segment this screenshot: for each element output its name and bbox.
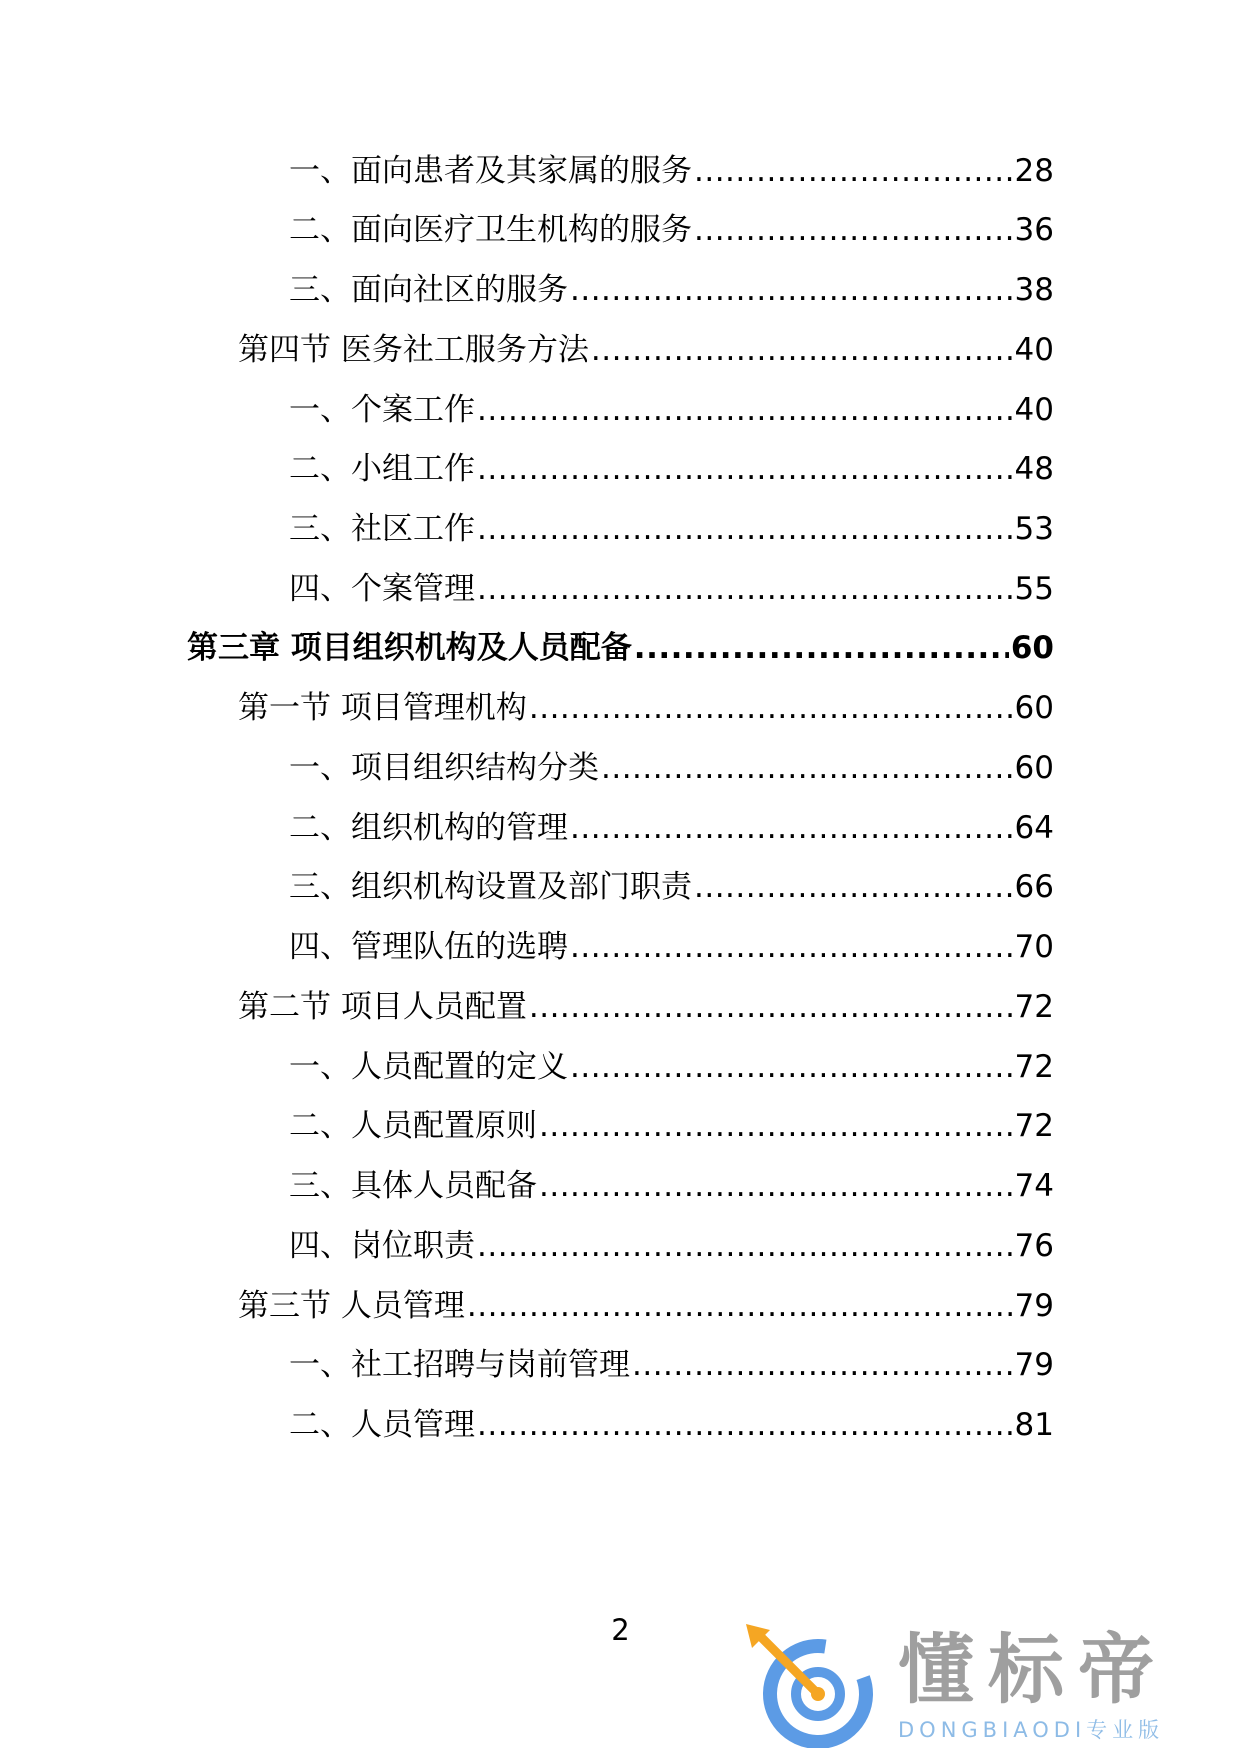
toc-entry[interactable]	[289, 1166, 1054, 1206]
toc-entry-title: 第三节 人员管理	[238, 1288, 465, 1324]
toc-entry-page: 64	[1014, 810, 1054, 846]
toc-entry[interactable]	[289, 151, 1054, 191]
toc-leader-dots	[529, 987, 1013, 1027]
toc-leader-dots	[570, 1047, 1013, 1087]
target-arrow-icon	[740, 1624, 880, 1748]
toc-entry-page: 72	[1014, 989, 1054, 1025]
toc-entry-title: 一、人员配置的定义	[289, 1049, 568, 1085]
toc-entry-page: 60	[1014, 750, 1054, 786]
toc-entry-page: 79	[1014, 1347, 1054, 1383]
toc-entry-page: 36	[1014, 212, 1054, 248]
toc-entry-page: 72	[1014, 1049, 1054, 1085]
toc-leader-dots	[634, 628, 1009, 668]
toc-entry[interactable]	[289, 808, 1054, 848]
toc-leader-dots	[694, 867, 1013, 907]
toc-leader-dots	[539, 1166, 1013, 1206]
toc-leader-dots	[477, 449, 1013, 489]
toc-entry-title: 四、管理队伍的选聘	[289, 929, 568, 965]
toc-entry-page: 40	[1014, 332, 1054, 368]
toc-entry-title: 三、社区工作	[289, 511, 475, 547]
toc-entry[interactable]	[289, 927, 1054, 967]
toc-entry-title: 第三章 项目组织机构及人员配备	[187, 630, 632, 666]
watermark-brand: 懂标帝	[898, 1625, 1168, 1714]
toc-entry-title: 二、人员管理	[289, 1407, 475, 1443]
toc-leader-dots	[694, 151, 1013, 191]
toc-entry-title: 一、社工招聘与岗前管理	[289, 1347, 630, 1383]
toc-entry[interactable]	[289, 509, 1054, 549]
toc-leader-dots	[477, 1226, 1013, 1266]
toc-entry[interactable]	[289, 210, 1054, 250]
toc-entry-page: 60	[1014, 690, 1054, 726]
toc-entry-page: 66	[1014, 869, 1054, 905]
toc-leader-dots	[477, 509, 1013, 549]
toc-entry[interactable]	[289, 390, 1054, 430]
toc-leader-dots	[477, 1405, 1013, 1445]
toc-entry[interactable]	[289, 867, 1054, 907]
toc-entry-title: 二、人员配置原则	[289, 1108, 537, 1144]
toc-leader-dots	[694, 210, 1013, 250]
toc-entry[interactable]	[289, 1106, 1054, 1146]
toc-leader-dots	[570, 927, 1013, 967]
toc-leader-dots	[601, 748, 1013, 788]
page-number: 2	[611, 1613, 630, 1647]
toc-entry-title: 二、小组工作	[289, 451, 475, 487]
watermark	[740, 1624, 1220, 1748]
toc-leader-dots	[467, 1286, 1013, 1326]
toc-leader-dots	[570, 808, 1013, 848]
toc-leader-dots	[529, 688, 1013, 728]
toc-entry-section[interactable]	[238, 987, 1054, 1027]
toc-entry-title: 四、岗位职责	[289, 1228, 475, 1264]
toc-leader-dots	[477, 569, 1013, 609]
toc-entry-title: 三、具体人员配备	[289, 1168, 537, 1204]
toc-leader-dots	[477, 390, 1013, 430]
toc-entry[interactable]	[289, 1047, 1054, 1087]
toc-entry-section[interactable]	[238, 330, 1054, 370]
toc-entry[interactable]	[289, 270, 1054, 310]
toc-entry-title: 三、组织机构设置及部门职责	[289, 869, 692, 905]
toc-entry[interactable]	[289, 1226, 1054, 1266]
toc-leader-dots	[539, 1106, 1013, 1146]
toc-entry-title: 一、面向患者及其家属的服务	[289, 153, 692, 189]
toc-entry-section[interactable]	[238, 688, 1054, 728]
toc-entry-page: 79	[1014, 1288, 1054, 1324]
toc-leader-dots	[591, 330, 1013, 370]
toc-entry[interactable]	[289, 1405, 1054, 1445]
toc-leader-dots	[570, 270, 1013, 310]
toc-entry-page: 81	[1014, 1407, 1054, 1443]
toc-entry[interactable]	[289, 449, 1054, 489]
toc-leader-dots	[632, 1345, 1013, 1385]
toc-entry-page: 53	[1014, 511, 1054, 547]
toc-entry-title: 第一节 项目管理机构	[238, 690, 527, 726]
toc-entry-page: 76	[1014, 1228, 1054, 1264]
toc-entry-title: 二、面向医疗卫生机构的服务	[289, 212, 692, 248]
watermark-subtitle: DONGBIAODI专业版	[898, 1718, 1165, 1742]
toc-entry-page: 70	[1014, 929, 1054, 965]
toc-entry-page: 28	[1014, 153, 1054, 189]
toc-entry-section[interactable]	[238, 1286, 1054, 1326]
toc-entry[interactable]	[289, 1345, 1054, 1385]
toc-entry-title: 一、个案工作	[289, 392, 475, 428]
toc-entry-page: 60	[1010, 630, 1054, 666]
toc-entry-page: 55	[1014, 571, 1054, 607]
toc-entry-page: 38	[1014, 272, 1054, 308]
toc-entry[interactable]	[289, 569, 1054, 609]
toc-entry[interactable]	[289, 748, 1054, 788]
toc-entry-title: 二、组织机构的管理	[289, 810, 568, 846]
toc-entry-page: 40	[1014, 392, 1054, 428]
toc-entry-title: 三、面向社区的服务	[289, 272, 568, 308]
toc-entry-title: 四、个案管理	[289, 571, 475, 607]
toc-entry-page: 72	[1014, 1108, 1054, 1144]
toc-entry-title: 第二节 项目人员配置	[238, 989, 527, 1025]
toc-entry-title: 第四节 医务社工服务方法	[238, 332, 589, 368]
toc-entry-page: 74	[1014, 1168, 1054, 1204]
toc-entry-title: 一、项目组织结构分类	[289, 750, 599, 786]
toc-entry-chapter[interactable]	[187, 628, 1054, 668]
toc-entry-page: 48	[1014, 451, 1054, 487]
